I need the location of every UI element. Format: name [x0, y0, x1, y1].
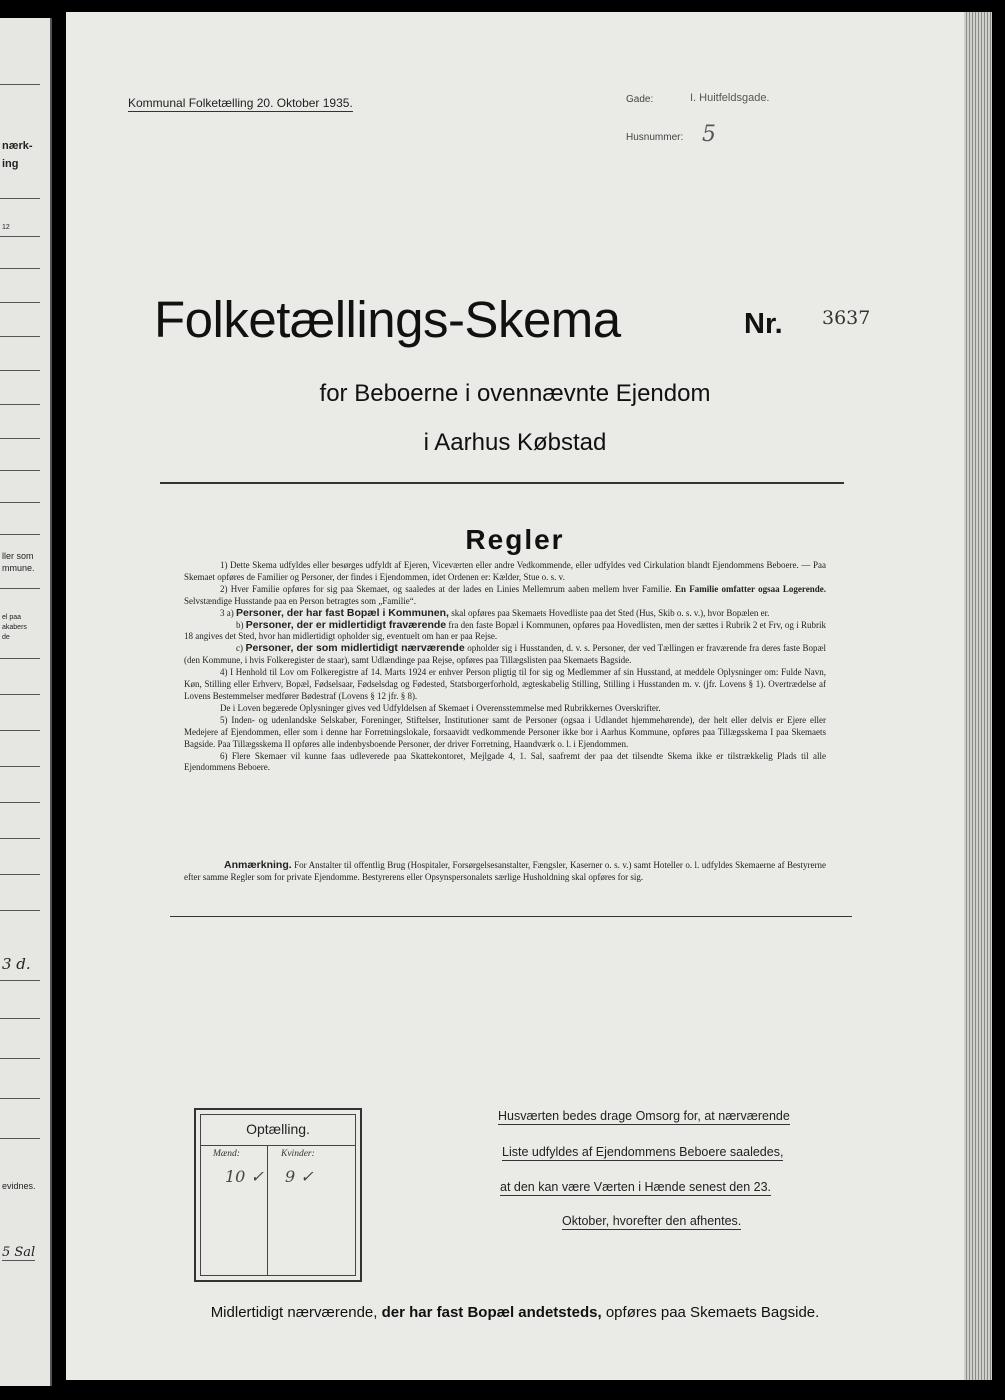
husnummer-label: Husnummer:	[626, 132, 684, 143]
facing-page-fragment: 12	[2, 224, 10, 231]
ruled-line	[0, 404, 40, 405]
form-subtitle: for Beboerne i ovennævnte Ejendom	[319, 380, 711, 407]
tally-divider	[201, 1145, 355, 1146]
ruled-line	[0, 1018, 40, 1019]
ruled-line	[0, 470, 40, 471]
women-label: Kvinder:	[281, 1149, 315, 1159]
facing-page-fragment: evidnes.	[2, 1181, 36, 1191]
rule-3a-marker: 3 a)	[220, 607, 234, 618]
page-stack-edges	[964, 12, 992, 1380]
rule-6: 6) Flere Skemaer vil kunne faas udleverede paa Skattekontoret, Mejlgade 4, 1. Sal, saafremt der paa det tilsendte Skema ikke er tilstrækkelig Plads til alle Ejendommens Beboere.	[184, 750, 826, 773]
ruled-line	[0, 1138, 40, 1139]
rule-3c-text: opholder sig i Husstanden, d. v. s. Personer, der ved Tællingen er fraværende fra deres faste Bopæl (den Kommune, i hvis Folkeregister de staar), samt Udlændinge paa Rejse, opføres paa Tillægslisten paa Skemaets Bagside.	[184, 643, 827, 666]
ruled-line	[0, 1098, 40, 1099]
tally-column-divider	[267, 1145, 268, 1275]
facing-page-fragment: 3 d.	[2, 955, 31, 973]
rule-3b	[184, 620, 826, 644]
ruled-line	[0, 198, 40, 199]
ruled-line	[0, 502, 40, 503]
rule-3b-heading: Personer, der er midlertidigt fraværende	[245, 618, 447, 631]
facing-page-fragment: nærk-	[2, 140, 33, 152]
facing-page-fragment: el paa	[2, 614, 22, 621]
husnummer-value: 5	[702, 122, 716, 147]
form-subtitle-city: i Aarhus Købstad	[423, 429, 607, 456]
gade-value: I. Huitfeldsgade.	[690, 92, 770, 104]
facing-page-fragment: 5 Sal	[2, 1245, 36, 1260]
ruled-line	[0, 302, 40, 303]
gade-label: Gade:	[626, 94, 654, 105]
rules-heading: Regler	[465, 524, 565, 555]
rule-3b-marker: b)	[236, 619, 244, 630]
men-count: 10 ✓	[225, 1167, 264, 1186]
rule-5: 5) Inden- og udenlandske Selskaber, Foreninger, Stiftelser, Institutioner samt de Personer (ogsaa i Udlandet hjemmehørende), der helt eller delvis er Ejere eller Medejere af Ejendommen, eller som i denne har Forretningslokale, forsaavidt vedkommende Personer ikke bor i Aarhus Kommune, opføres paa Tillægsskema I paa Skemaets Bagside. Paa Tillægsskema II opføres alle indenbysboende Personer, der driver Forretning, Haandværk o. l. i Ejendommen.	[184, 714, 826, 749]
ruled-line	[0, 84, 40, 85]
ruled-line	[0, 534, 40, 535]
rule-3c-heading: Personer, der som midlertidigt nærværende	[245, 642, 465, 655]
landlord-note-line-1: Husværten bedes drage Omsorg for, at nærværende	[498, 1109, 790, 1123]
form-number-value: 3637	[822, 307, 871, 329]
landlord-note-line-2: Liste udfyldes af Ejendommens Beboere saaledes,	[502, 1145, 784, 1159]
rule-3b-text: fra den faste Bopæl i Kommunen, opføres paa Hovedlisten, men der sættes i Rubrik 2 et Frv, og i Rubrik 18 angives det Sted, hvor han midlertidigt opholder sig, eventuelt om han er paa Rejse.	[184, 619, 827, 642]
rule-3c-marker: c)	[236, 643, 243, 654]
form-number-label: Nr.	[744, 308, 783, 340]
landlord-note-line-3: at den kan være Værten i Hænde senest den 23.	[500, 1180, 771, 1194]
rule-3a-text: skal opføres paa Skemaets Hovedliste paa det Sted (Hus, Skib o. s. v.), hvor Bopælen er.	[451, 607, 770, 618]
men-label: Mænd:	[213, 1149, 240, 1159]
ruled-line	[0, 910, 40, 911]
facing-page-fragment: ller som	[2, 551, 34, 561]
footer-bold: der har fast Bopæl andetsteds,	[381, 1304, 602, 1321]
form-title: Folketællings-Skema	[154, 291, 621, 348]
women-count: 9 ✓	[285, 1167, 314, 1186]
facing-page-fragment: akabers	[2, 624, 27, 631]
footer-note	[66, 1304, 964, 1321]
ruled-line	[0, 730, 40, 731]
facing-page-fragment: de	[2, 634, 10, 641]
tally-title: Optælling.	[246, 1121, 310, 1137]
footer-text: opføres paa Skemaets Bagside.	[605, 1304, 820, 1321]
facing-page	[0, 18, 52, 1386]
ruled-line	[0, 874, 40, 875]
rule-2-bold: En Familie omfatter ogsaa Logerende.	[674, 583, 826, 594]
facing-page-fragment: ing	[2, 158, 19, 170]
ruled-line	[0, 370, 40, 371]
ruled-line	[0, 838, 40, 839]
ruled-line	[0, 438, 40, 439]
divider	[160, 482, 844, 484]
ruled-line	[0, 658, 40, 659]
ruled-line	[0, 766, 40, 767]
rule-3a-heading: Personer, der har fast Bopæl i Kommunen,	[236, 606, 449, 619]
facing-page-fragment: mmune.	[2, 563, 35, 573]
anmaerkning-label: Anmærkning.	[224, 859, 292, 871]
census-header: Kommunal Folketælling 20. Oktober 1935.	[128, 96, 353, 110]
rules-text	[184, 560, 826, 774]
footer-text: Midlertidigt nærværende,	[210, 1304, 378, 1321]
divider	[170, 916, 852, 917]
landlord-note-line-4: Oktober, hvorefter den afhentes.	[562, 1214, 742, 1228]
rule-2-text: 2) Hver Familie opføres for sig paa Skemaet, og saaledes at der lades en Linies Mellemrum aaben mellem hver Familie.	[220, 583, 672, 594]
ruled-line	[0, 802, 40, 803]
rule-4-note: De i Loven begærede Oplysninger gives ved Udfyldelsen af Skemaet i Overensstemmelse med Rubrikkernes Overskrifter.	[220, 702, 661, 713]
rule-2-text: Selvstændige Husstande paa en Person betragtes som „Familie“.	[184, 595, 416, 606]
rule-3c	[184, 643, 826, 667]
ruled-line	[0, 694, 40, 695]
ruled-line	[0, 236, 40, 237]
ruled-line	[0, 588, 40, 589]
census-form-page	[66, 12, 964, 1380]
ruled-line	[0, 1058, 40, 1059]
tally-box-inner	[200, 1114, 356, 1276]
anmaerkning-text: For Anstalter til offentlig Brug (Hospitaler, Forsørgelsesanstalter, Fængsler, Kaserner o. s. v.) samt Hoteller o. l. udfyldes Skemaerne af Bestyrerne efter samme Regler som for private Ejendomme. Bestyrerens eller Opsynspersonalets særlige Husholdning skal opføres for sig.	[184, 860, 827, 882]
tally-box	[194, 1108, 362, 1282]
rule-2	[184, 584, 826, 608]
rule-1: 1) Dette Skema udfyldes eller besørges udfyldt af Ejeren, Viceværten eller andre Vedkommende, eller udfyldes ved Cirkulation blandt Ejendommens Beboere. — Paa Skemaet opføres de Familier og Personer, der findes i Ejendommen, idet Ordenen er: Kælder, Stue o. s. v.	[184, 560, 826, 582]
ruled-line	[0, 336, 40, 337]
anmaerkning-note	[184, 860, 826, 883]
ruled-line	[0, 268, 40, 269]
rule-4: 4) I Henhold til Lov om Folkeregistre af 14. Marts 1924 er enhver Person pligtig til for sig og Medlemmer af sin Husstand, at meddele Oplysninger om: Fulde Navn, Køn, Stilling eller Erhverv, Bopæl, Fødselsaar, Fødselsdag og Fødested, Statsborgerforhold, ægteskabelig Stilling, Stilling i Husstanden m. v. (jfr. Lovens § 1). Overtrædelse af Lovens Bestemmelser medfører Bødestraf (Lovens § 12 jfr. § 8).	[184, 667, 826, 701]
ruled-line	[0, 980, 40, 981]
